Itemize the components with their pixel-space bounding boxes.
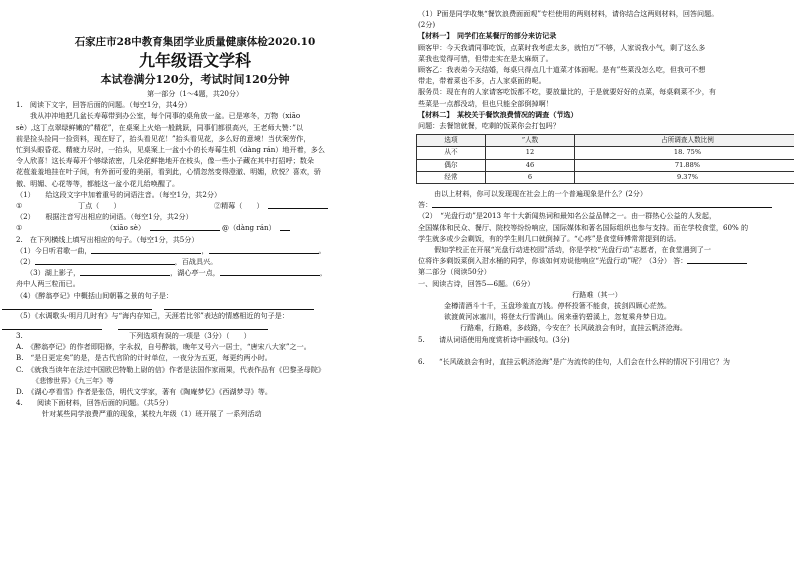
answer-blank[interactable]: [35, 256, 175, 265]
answer-blank[interactable]: [268, 200, 328, 209]
question-5: 5. 请从词语使用角度赏析诗中画线句。(3分): [404, 334, 790, 345]
material-line: 顾客甲：今天我请同事吃饭，点菜时我考虑太多，就怕万”不够，人家说我小气，剩了这么多: [404, 42, 790, 53]
answer-row: [2, 321, 388, 330]
answer-blank[interactable]: [91, 245, 201, 254]
time-score-line: 本试卷满分120分，考试时间120分钟: [2, 72, 388, 88]
pinyin-item: （xiāo sè）: [106, 222, 150, 233]
answer-row: [2, 301, 388, 310]
question-4-1: （1）P面是同学收集“餐饮浪费面面观”专栏使用的两则材料，请你结合这两则材料，回答问题。: [404, 8, 790, 19]
question-4-2-line: 假如学校正在开展“光盘行动进校园”活动，你是学校“光盘行动”志愿者，在食堂遇到了一: [404, 244, 790, 255]
section-1-heading: 一、阅读古诗，回答5—6题。（6分）: [404, 278, 790, 289]
question-2-3: [2, 267, 388, 278]
option-c-cont: 《悲惨世界》《九三年》等: [2, 375, 388, 386]
answer-blank[interactable]: [280, 222, 290, 231]
pinyin-item: 丁点（ ）: [78, 200, 168, 211]
table-row: [417, 159, 794, 171]
question-1a: （1） 给这段文字中加着重号的词语注音。（每空1分，共2分）: [2, 189, 388, 200]
table-cell: 经常: [417, 171, 486, 183]
table-header: 选项: [417, 135, 486, 147]
prompt-text: 舟中人两三粒而已。: [2, 278, 388, 289]
table-cell: 6: [486, 171, 575, 183]
option-d: D. 《湖心亭看雪》作者是张岱，明代文学家，著有《陶庵梦忆》《西湖梦寻》等。: [2, 386, 388, 397]
question-1b: （2） 根据注音写出相应的词语。（每空1分，共2分）: [2, 211, 388, 222]
option-a: A. 《醉翁亭记》的作者即阳修，字永叔，自号醉翁，晚年又号六一居士，“唐宋八大家”之一。: [2, 341, 388, 352]
table-row: [417, 147, 794, 159]
answer-blank[interactable]: [432, 199, 772, 208]
table-cell: 12: [486, 147, 575, 159]
material-line: 菜我也觉得可惜，但带走实在是太麻烦了。: [404, 53, 790, 64]
answer-blank[interactable]: [2, 321, 102, 330]
question-1a-items: [2, 200, 388, 211]
material-line: 些菜是一点都没动，但也只能全部倒掉啊！: [404, 98, 790, 109]
prompt-text: （3）湖上影子，: [26, 267, 80, 278]
answer-space: [404, 345, 790, 356]
answer-label: 答：: [418, 199, 432, 210]
question-3: 3. 下列选项有误的一项是（3分）（ ）: [2, 330, 388, 341]
answer-blank[interactable]: [80, 267, 170, 276]
answer-blank[interactable]: [150, 222, 220, 231]
pinyin-item: @（dàng rán）: [222, 222, 276, 233]
question-2: 2. 在下列横线上填写出相应的句子。（每空1分，共5分）: [2, 234, 388, 245]
answer-blank[interactable]: [118, 321, 268, 330]
answer-blank[interactable]: [164, 301, 314, 310]
item-marker: ①: [16, 200, 78, 211]
question-4-2-ask: [404, 255, 790, 266]
survey-table: [416, 134, 794, 184]
prompt-text: 。: [319, 245, 326, 256]
score-note: (2分): [404, 19, 790, 30]
passage-line: 傲、明媚、心花等等，都能这一盆小花儿给唤醒了。: [2, 178, 388, 189]
question-4-2-line: 学生就多或少会剩饭，有的学生则几口就倒掉了。“心疼”是食堂师傅常常提到的话。: [404, 233, 790, 244]
question-4-1-ask: 由以上材料，你可以发现现在社会上的一个普遍现象是什么？(2分）: [404, 188, 790, 199]
answer-blank[interactable]: [2, 301, 152, 310]
question-2-5: （5）《水调歌头·明月几时有》与“海内存知己，天涯若比邻”表达的情感相近的句子是：: [2, 310, 388, 321]
exam-title: 石家庄市28中教育集团学业质量健康体检2020.10: [2, 34, 388, 50]
question-4-2: （2） “光盘行动”是2013 年十大新闻热词和最知名公益品牌之一。由一群热心公益的人发起，: [404, 210, 790, 221]
table-cell: 从不: [417, 147, 486, 159]
passage-line: 花苞羞羞地挂在叶子间，有外面可爱的美丽，看到此，心情忽然变得澄澈、明媚，欣悦？喜欢，骄: [2, 166, 388, 177]
answer-row: [404, 199, 790, 210]
table-cell: 46: [486, 159, 575, 171]
right-column: [404, 8, 790, 564]
pinyin-item: ②精莓（ ）: [214, 200, 264, 211]
material-line: 带走，带着菜也不多，占人家桌面的呢。: [404, 75, 790, 86]
question-6: 6. “长风破浪会有时，直挂云帆济沧海”是广为流传的佳句，人们会在什么样的情况下引用它？为: [404, 356, 790, 367]
material-1-title: 【材料一】 同学们在某餐厅的部分来访记录: [404, 30, 790, 41]
passage-line: 前是捡头捡同一捡资料，现在好了，抬头看见花！”抬头看见花，多么好的意境！当伏案劳作，: [2, 133, 388, 144]
answer-blank[interactable]: [220, 267, 320, 276]
answer-blank[interactable]: [209, 245, 319, 254]
left-column: [2, 0, 388, 556]
prompt-text: （2）: [16, 256, 35, 267]
prompt-text: 位将许多剩饭菜倒入泔水桶的同学，你该如何劝说他响应“光盘行动”呢？（3分） 答：: [418, 255, 687, 266]
table-cell: 偶尔: [417, 159, 486, 171]
material-line: 服务员：现在有的人家请客吃饭都不吃，要放量比的，于是就要好好的点菜，每桌剩菜不少，有: [404, 86, 790, 97]
table-cell: 71.88%: [575, 159, 794, 171]
prompt-text: ，: [201, 245, 208, 256]
prompt-text: ，湖心亭一点，: [170, 267, 220, 278]
poem-line: 行路难，行路难，多歧路，今安在？长风破浪会有时，直挂云帆济沧海。: [404, 322, 790, 333]
question-1: 1. 阅读下文字，回答后面的问题。（每空1分，共4分）: [2, 99, 388, 110]
question-4-intro: 针对某些同学浪费严重的现象，某校九年级（1）班开展了 一系列活动: [2, 408, 388, 419]
question-1b-items: [2, 222, 388, 233]
part2-heading: 第二部分（阅读50分）: [404, 266, 790, 277]
passage-line: 忙到头眼昏花、精疲力尽时，一抬头，见桌案上一盆小小的长寿莓生机（dàng rán）地开着，多么: [2, 144, 388, 155]
option-b: B. “是日更定矣”的是，是古代官阶的计时单位，一夜分为五更，每更约两小时。: [2, 352, 388, 363]
table-row: [417, 171, 794, 183]
option-c: C. 《就我当读年在法过中国欧巴特勒上尉的信》作者是法国作家雨果，代表作品有《巴黎圣母院》: [2, 364, 388, 375]
question-2-4: （4）《醉翁亭记》中概括山间朝暮之景的句子是：: [2, 290, 388, 301]
subject-title: 九年级语文学科: [2, 50, 388, 72]
passage-line: 令人欣喜！这长寿莓开个够绿浓密，几朵花鲜艳地开在枝头，像一些小子藏在其中打招呼；数朵: [2, 155, 388, 166]
prompt-text: ，: [320, 267, 327, 278]
poem-title: 行路难（其一）: [404, 289, 790, 300]
question-2-2: [2, 256, 388, 267]
question-4: 4. 阅读下面材料，回答后面的问题。（共5分）: [2, 397, 388, 408]
question-4-2-line: 全国媒体和民众、餐厅、院校等纷纷响应，国际媒体和著名国际组织也参与支持。而在学校食堂，60% 的: [404, 222, 790, 233]
prompt-text: （1）今日听君歌一曲，: [16, 245, 91, 256]
table-header-row: [417, 135, 794, 147]
prompt-text: ，百战具兴。: [175, 256, 218, 267]
question-2-1: [2, 245, 388, 256]
poem-line: 欲渡黄河冰塞川，将登太行雪满山。闲来垂钓碧溪上，忽复乘舟梦日边。: [404, 311, 790, 322]
table-cell: 18. 75%: [575, 147, 794, 159]
table-header: 占所调查人数比例: [575, 135, 794, 147]
material-line: 顾客乙：我表弟今天结婚，每桌只得点几十道菜才体面呢。是有”些菜没怎么吃，但我可不想: [404, 64, 790, 75]
passage-line: 我从冲冲地把几盆长寿莓带到办公室，每个同事的桌角放一盆。已是寒冬，万物（xiāo: [2, 110, 388, 121]
table-header: ”人数: [486, 135, 575, 147]
table-cell: 9.37%: [575, 171, 794, 183]
material-2-title: 【材料二】 某校关于餐饮浪费情况的调查（节选）: [404, 109, 790, 120]
survey-question: 问题：去餐馆就餐，吃剩的饭菜你会打包吗？: [404, 120, 790, 131]
answer-blank[interactable]: [687, 255, 747, 264]
part1-heading: 第一部分（1～4题，共20分）: [2, 88, 388, 99]
item-marker: ①: [16, 222, 106, 233]
poem-line: 金樽清酒斗十千，玉盘珍羞直万钱。停杯投箸不能食，拔剑四顾心茫然。: [404, 300, 790, 311]
passage-line: sè）,这丁点翠绿鲜嫩的”精花”，在桌案上火焰一般跳跃，同事们都很高兴，王老师大赞：”以: [2, 122, 388, 133]
